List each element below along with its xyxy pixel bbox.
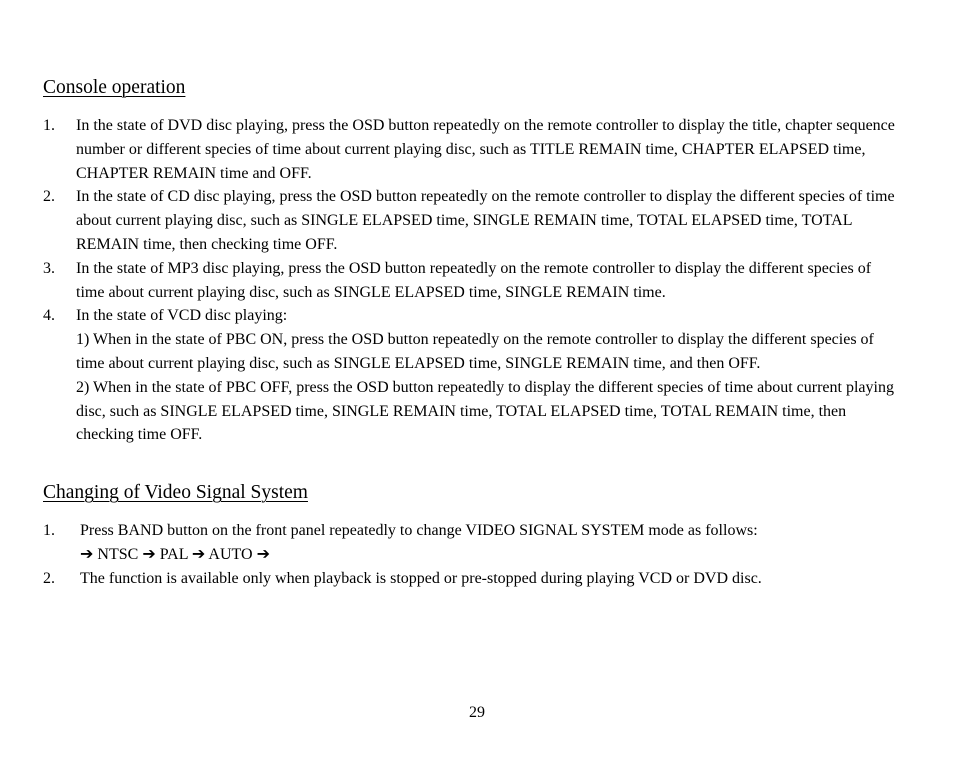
section-heading-console-operation: Console operation [43,77,186,98]
mode-ntsc: NTSC [97,545,139,563]
list-item [43,185,903,256]
item-number: 3. [43,259,55,277]
arrow-right-icon: ➔ [142,545,156,563]
item-text: In the state of CD disc playing, press the OSD button repeatedly on the remote controller to display the different species of time about current playing disc, such as SINGLE ELAPSED time, SINGLE REMAIN time, TOTAL ELAPSED time, TOTAL REMAIN time, then checking time OFF. [76,188,895,253]
list-item [43,519,903,567]
arrow-right-icon: ➔ [80,545,94,563]
item-number: 2. [43,569,55,587]
mode-pal: PAL [159,545,188,563]
video-signal-list [43,519,903,590]
item-text: In the state of VCD disc playing: [76,307,288,325]
list-item [43,114,903,185]
list-item [43,304,903,447]
item-subtext-pbc-off: 2) When in the state of PBC OFF, press the OSD button repeatedly to display the different species of time about current playing disc, such as SINGLE ELAPSED time, SINGLE REMAIN time, TOTAL ELAPSED time, TOTAL REMAIN time, then checking time OFF. [76,378,894,444]
mode-auto: AUTO [208,545,253,563]
list-item [43,257,903,305]
console-operation-list [43,114,903,447]
item-number: 2. [43,188,55,206]
item-text: In the state of MP3 disc playing, press the OSD button repeatedly on the remote controller to display the different species of time about current playing disc, such as SINGLE ELAPSED time, SINGLE REMAIN time. [76,259,872,301]
section-heading-video-signal-system: Changing of Video Signal System [43,482,308,503]
item-subtext-pbc-on: 1) When in the state of PBC ON, press the OSD button repeatedly on the remote controller to display the different species of time about current playing disc, such as SINGLE ELAPSED time, SINGLE REMAIN time, and then OFF. [76,331,874,372]
item-number: 1. [43,117,55,134]
item-number: 1. [43,522,55,539]
mode-sequence [80,543,903,567]
item-text: In the state of DVD disc playing, press the OSD button repeatedly on the remote controller to display the title, chapter sequence number or different species of time about current playing disc, such as TITLE REMAIN time, CHAPTER ELAPSED time, CHAPTER REMAIN time and OFF. [76,117,895,182]
arrow-right-icon: ➔ [256,545,270,563]
item-number: 4. [43,307,55,325]
list-item [43,567,903,591]
item-text: Press BAND button on the front panel repeatedly to change VIDEO SIGNAL SYSTEM mode as follows: [80,522,758,539]
page-number: 29 [469,704,485,721]
item-text: The function is available only when playback is stopped or pre-stopped during playing VCD or DVD disc. [80,569,762,587]
arrow-right-icon: ➔ [191,545,206,563]
